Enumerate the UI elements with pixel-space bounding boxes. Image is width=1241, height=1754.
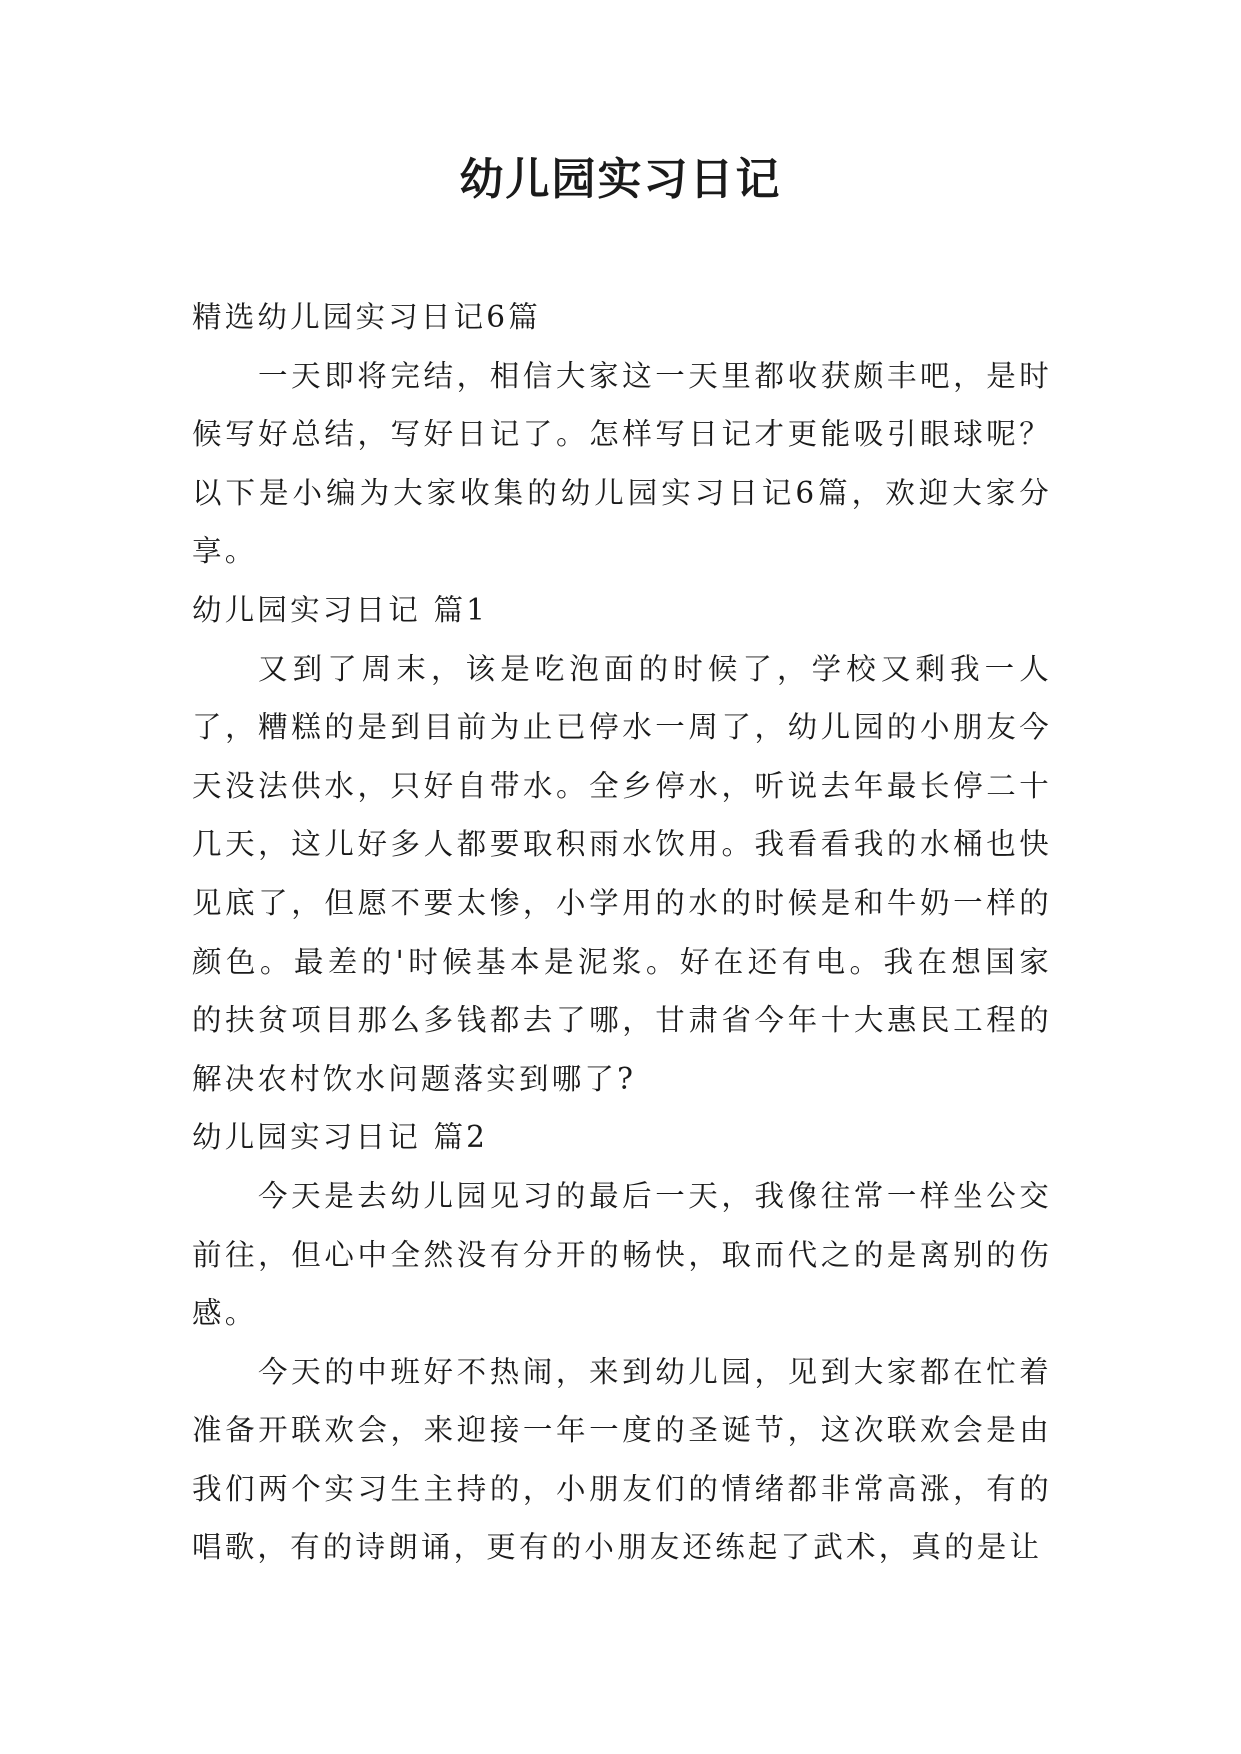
- body-paragraph: 今天是去幼儿园见习的最后一天，我像往常一样坐公交前往，但心中全然没有分开的畅快，取而代之的是离别的伤感。: [192, 1178, 1052, 1331]
- document-body: [192, 288, 1052, 1577]
- body-paragraph: 又到了周末，该是吃泡面的时候了，学校又剩我一人了，糟糕的是到目前为止已停水一周了，幼儿园的小朋友今天没法供水，只好自带水。全乡停水，听说去年最长停二十几天，这儿好多人都要取积雨水饮用。我看看我的水桶也快见底了，但愿不要太惨，小学用的水的时候是和牛奶一样的颜色。最差的'时候基本是泥浆。好在还有电。我在想国家的扶贫项目那么多钱都去了哪，甘肃省今年十大惠民工程的解决农村饮水问题落实到哪了?: [192, 651, 1052, 1096]
- section-heading: 精选幼儿园实习日记6篇: [192, 300, 541, 334]
- body-paragraph: 一天即将完结，相信大家这一天里都收获颇丰吧，是时候写好总结，写好日记了。怎样写日记才更能吸引眼球呢？以下是小编为大家收集的幼儿园实习日记6篇，欢迎大家分享。: [192, 358, 1052, 569]
- document-title: 幼儿园实习日记: [459, 154, 782, 205]
- section-heading: 幼儿园实习日记 篇2: [192, 1120, 489, 1155]
- body-paragraph: 今天的中班好不热闹，来到幼儿园，见到大家都在忙着准备开联欢会，来迎接一年一度的圣诞节，这次联欢会是由我们两个实习生主持的，小朋友们的情绪都非常高涨，有的唱歌，有的诗朗诵，更有的小朋友还练起了武术，真的是让: [192, 1354, 1052, 1565]
- section-heading: 幼儿园实习日记 篇1: [192, 592, 489, 627]
